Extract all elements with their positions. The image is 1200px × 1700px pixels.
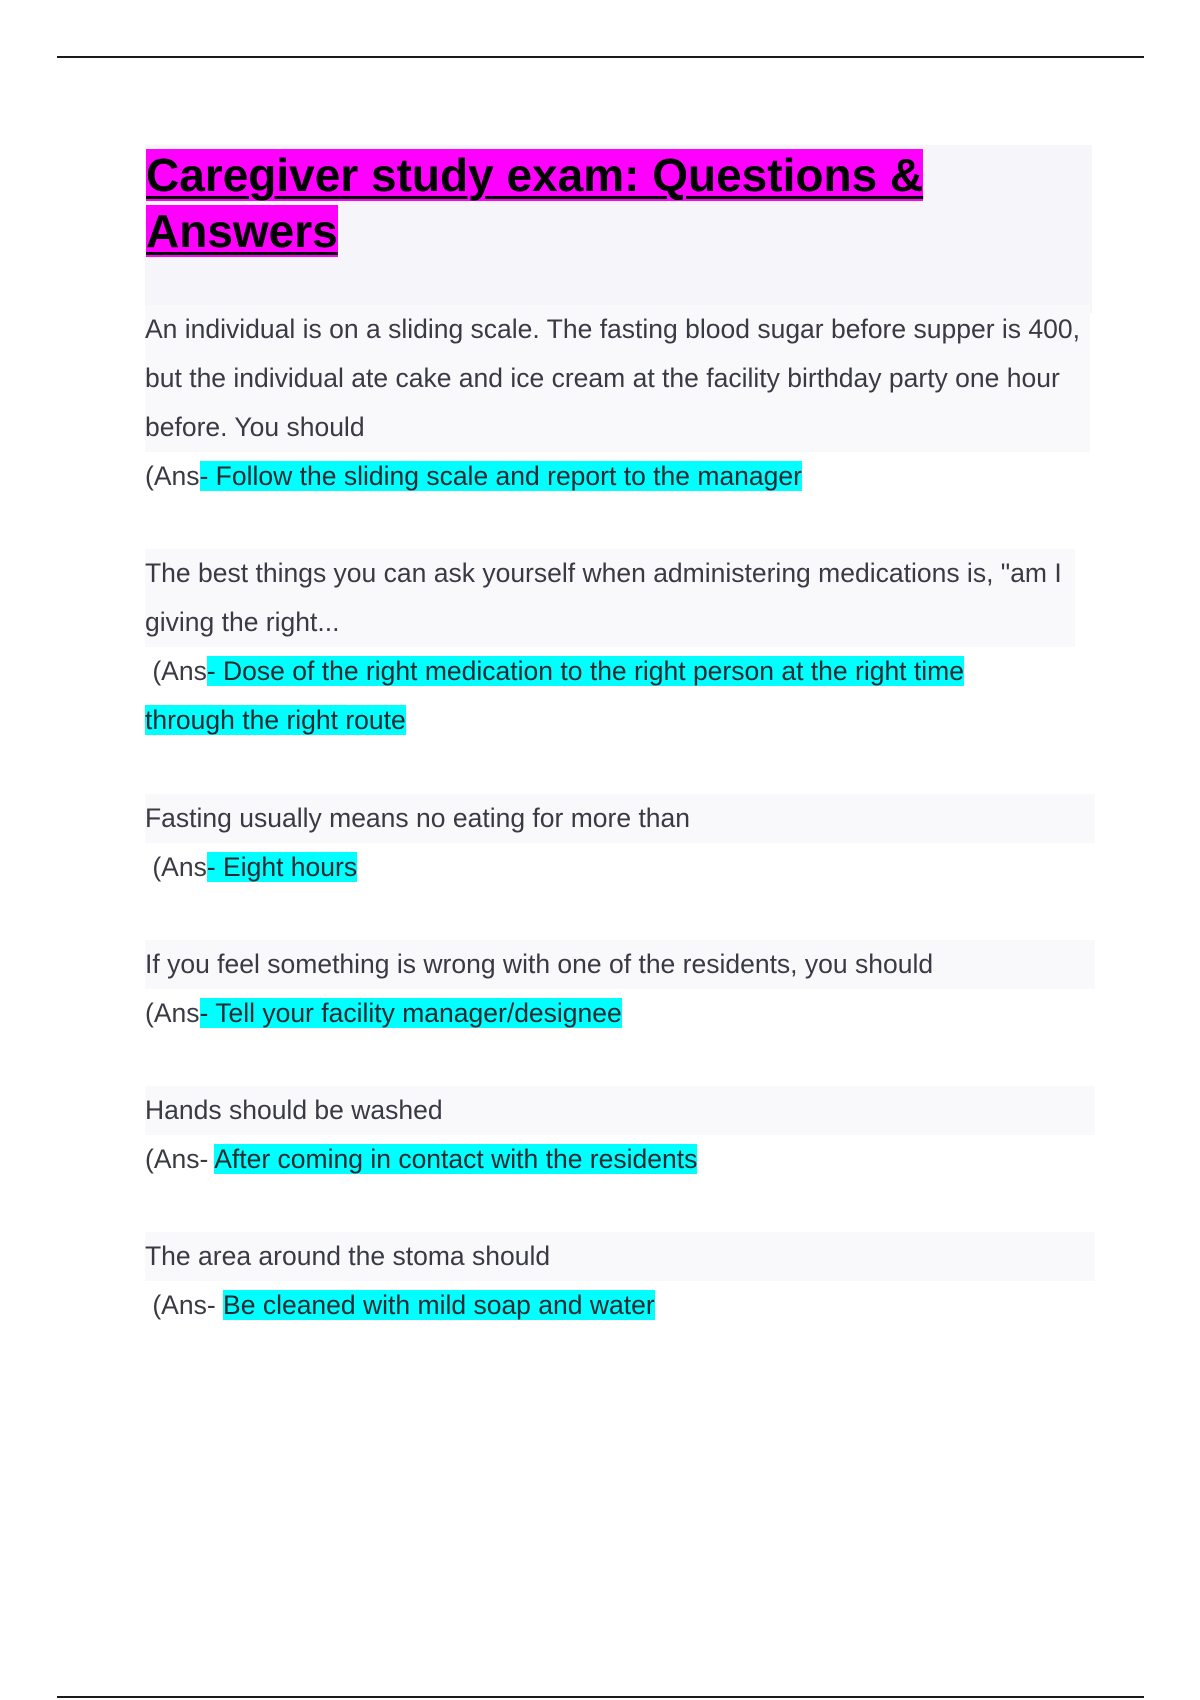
answer-prefix-5: (Ans-: [145, 1144, 215, 1174]
qa-item-5: [145, 1086, 1095, 1184]
answer-line-5: [145, 1135, 1095, 1184]
page-title: [146, 147, 1006, 259]
question-3: Fasting usually means no eating for more than: [145, 794, 1095, 843]
answer-prefix-4: (Ans: [145, 998, 200, 1028]
answer-line-2: [145, 647, 1025, 745]
answer-line-4: [145, 989, 1095, 1038]
answer-2: - Dose of the right medication to the right person at the right time through the right route: [145, 656, 964, 735]
question-6: The area around the stoma should: [145, 1232, 1095, 1281]
bottom-rule: [57, 1696, 1144, 1698]
question-2: The best things you can ask yourself when administering medications is, "am I giving the right...: [145, 549, 1075, 647]
qa-item-4: [145, 940, 1095, 1038]
answer-prefix-3: (Ans: [145, 852, 207, 882]
answer-prefix-1: (Ans: [145, 461, 200, 491]
qa-item-3: [145, 794, 1095, 892]
answer-prefix-2: (Ans: [145, 656, 207, 686]
top-rule: [57, 56, 1144, 58]
answer-1: - Follow the sliding scale and report to the manager: [199, 461, 802, 491]
answer-line-6: [145, 1281, 1095, 1330]
answer-line-1: [145, 452, 1095, 501]
answer-6: Be cleaned with mild soap and water: [223, 1290, 655, 1320]
title-highlight: Caregiver study exam: Questions & Answers: [146, 149, 924, 257]
answer-3: - Eight hours: [206, 852, 358, 882]
answer-line-3: [145, 843, 1095, 892]
qa-item-1: [145, 305, 1095, 501]
question-1: An individual is on a sliding scale. The fasting blood sugar before supper is 400, but the individual ate cake and ice cream at the facility birthday party one hour before. You should: [145, 305, 1090, 452]
qa-item-2: [145, 549, 1095, 745]
answer-prefix-6: (Ans-: [145, 1290, 224, 1320]
question-4: If you feel something is wrong with one of the residents, you should: [145, 940, 1095, 989]
question-5: Hands should be washed: [145, 1086, 1095, 1135]
answer-5: After coming in contact with the residents: [214, 1144, 698, 1174]
qa-item-6: [145, 1232, 1095, 1330]
answer-4: - Tell your facility manager/designee: [199, 998, 622, 1028]
